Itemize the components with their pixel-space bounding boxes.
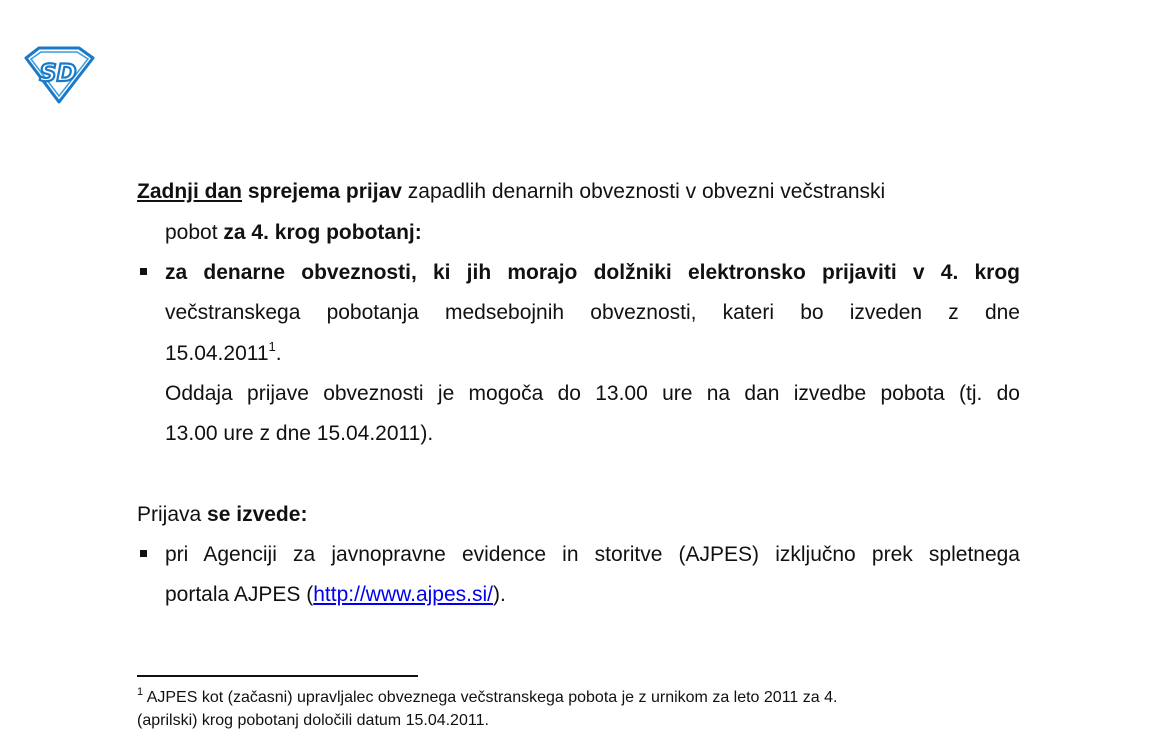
bullet1-text-5: 13.00 ure z dne 15.04.2011). xyxy=(165,422,434,445)
section2-heading-bold: se izvede: xyxy=(207,503,308,526)
intro-round-label: za 4. krog pobotanj: xyxy=(223,221,422,244)
intro-text: zapadlih denarnih obveznosti v obvezni večstranski xyxy=(407,180,886,203)
footnote-separator xyxy=(137,675,418,677)
section2-heading xyxy=(137,503,1020,527)
bullet1-line-4 xyxy=(165,382,1020,406)
bullet1-text-2: večstranskega pobotanja medsebojnih obveznosti, kateri bo izveden z dne xyxy=(165,301,1020,324)
bullet2-text-after: ). xyxy=(493,583,506,606)
footnote-text-1: AJPES kot (začasni) upravljalec obveznega večstranskega pobota je z urnikom za leto 2011 za 4. xyxy=(146,689,838,706)
footnote-line-1 xyxy=(137,685,838,707)
intro-text-2: pobot xyxy=(165,221,218,244)
bullet1-line-1 xyxy=(165,261,1020,285)
bullet2-line-1 xyxy=(165,543,1020,567)
bullet2-text-before: portala AJPES ( xyxy=(165,583,314,606)
intro-reception-label: sprejema prijav xyxy=(247,180,402,203)
bullet1-period: . xyxy=(275,342,282,365)
intro-line-2 xyxy=(165,221,1020,245)
bullet1-line-2 xyxy=(165,301,1020,325)
footnote-ref[interactable]: 1 xyxy=(268,339,276,354)
bullet1-line-3 xyxy=(165,339,1020,366)
footnote-text-2: (aprilski) krog pobotanj določili datum 15.04.2011. xyxy=(137,712,489,729)
bullet1-date: 15.04.2011 xyxy=(165,342,269,365)
bullet-marker xyxy=(140,550,147,557)
bullet1-bold-text: za denarne obveznosti, ki jih morajo dolžniki elektronsko prijaviti v 4. krog xyxy=(165,261,1020,284)
svg-text:SD: SD xyxy=(39,59,77,87)
bullet-marker xyxy=(140,268,147,275)
section2-heading-text: Prijava xyxy=(137,503,202,526)
sd-logo xyxy=(22,46,96,104)
footnote-line-2 xyxy=(137,711,489,730)
ajpes-link[interactable]: http://www.ajpes.si/ xyxy=(313,583,493,606)
intro-line-1 xyxy=(137,180,1020,204)
bullet1-text-4: Oddaja prijave obveznosti je mogoča do 13.00 ure na dan izvedbe pobota (tj. do xyxy=(165,382,1020,405)
bullet2-text-1: pri Agenciji za javnopravne evidence in storitve (AJPES) izključno prek spletnega xyxy=(165,543,1020,566)
bullet1-line-5 xyxy=(165,422,1020,446)
intro-deadline-label: Zadnji dan xyxy=(137,180,242,203)
footnote-number: 1 xyxy=(137,685,144,698)
bullet2-line-2 xyxy=(165,583,1020,607)
